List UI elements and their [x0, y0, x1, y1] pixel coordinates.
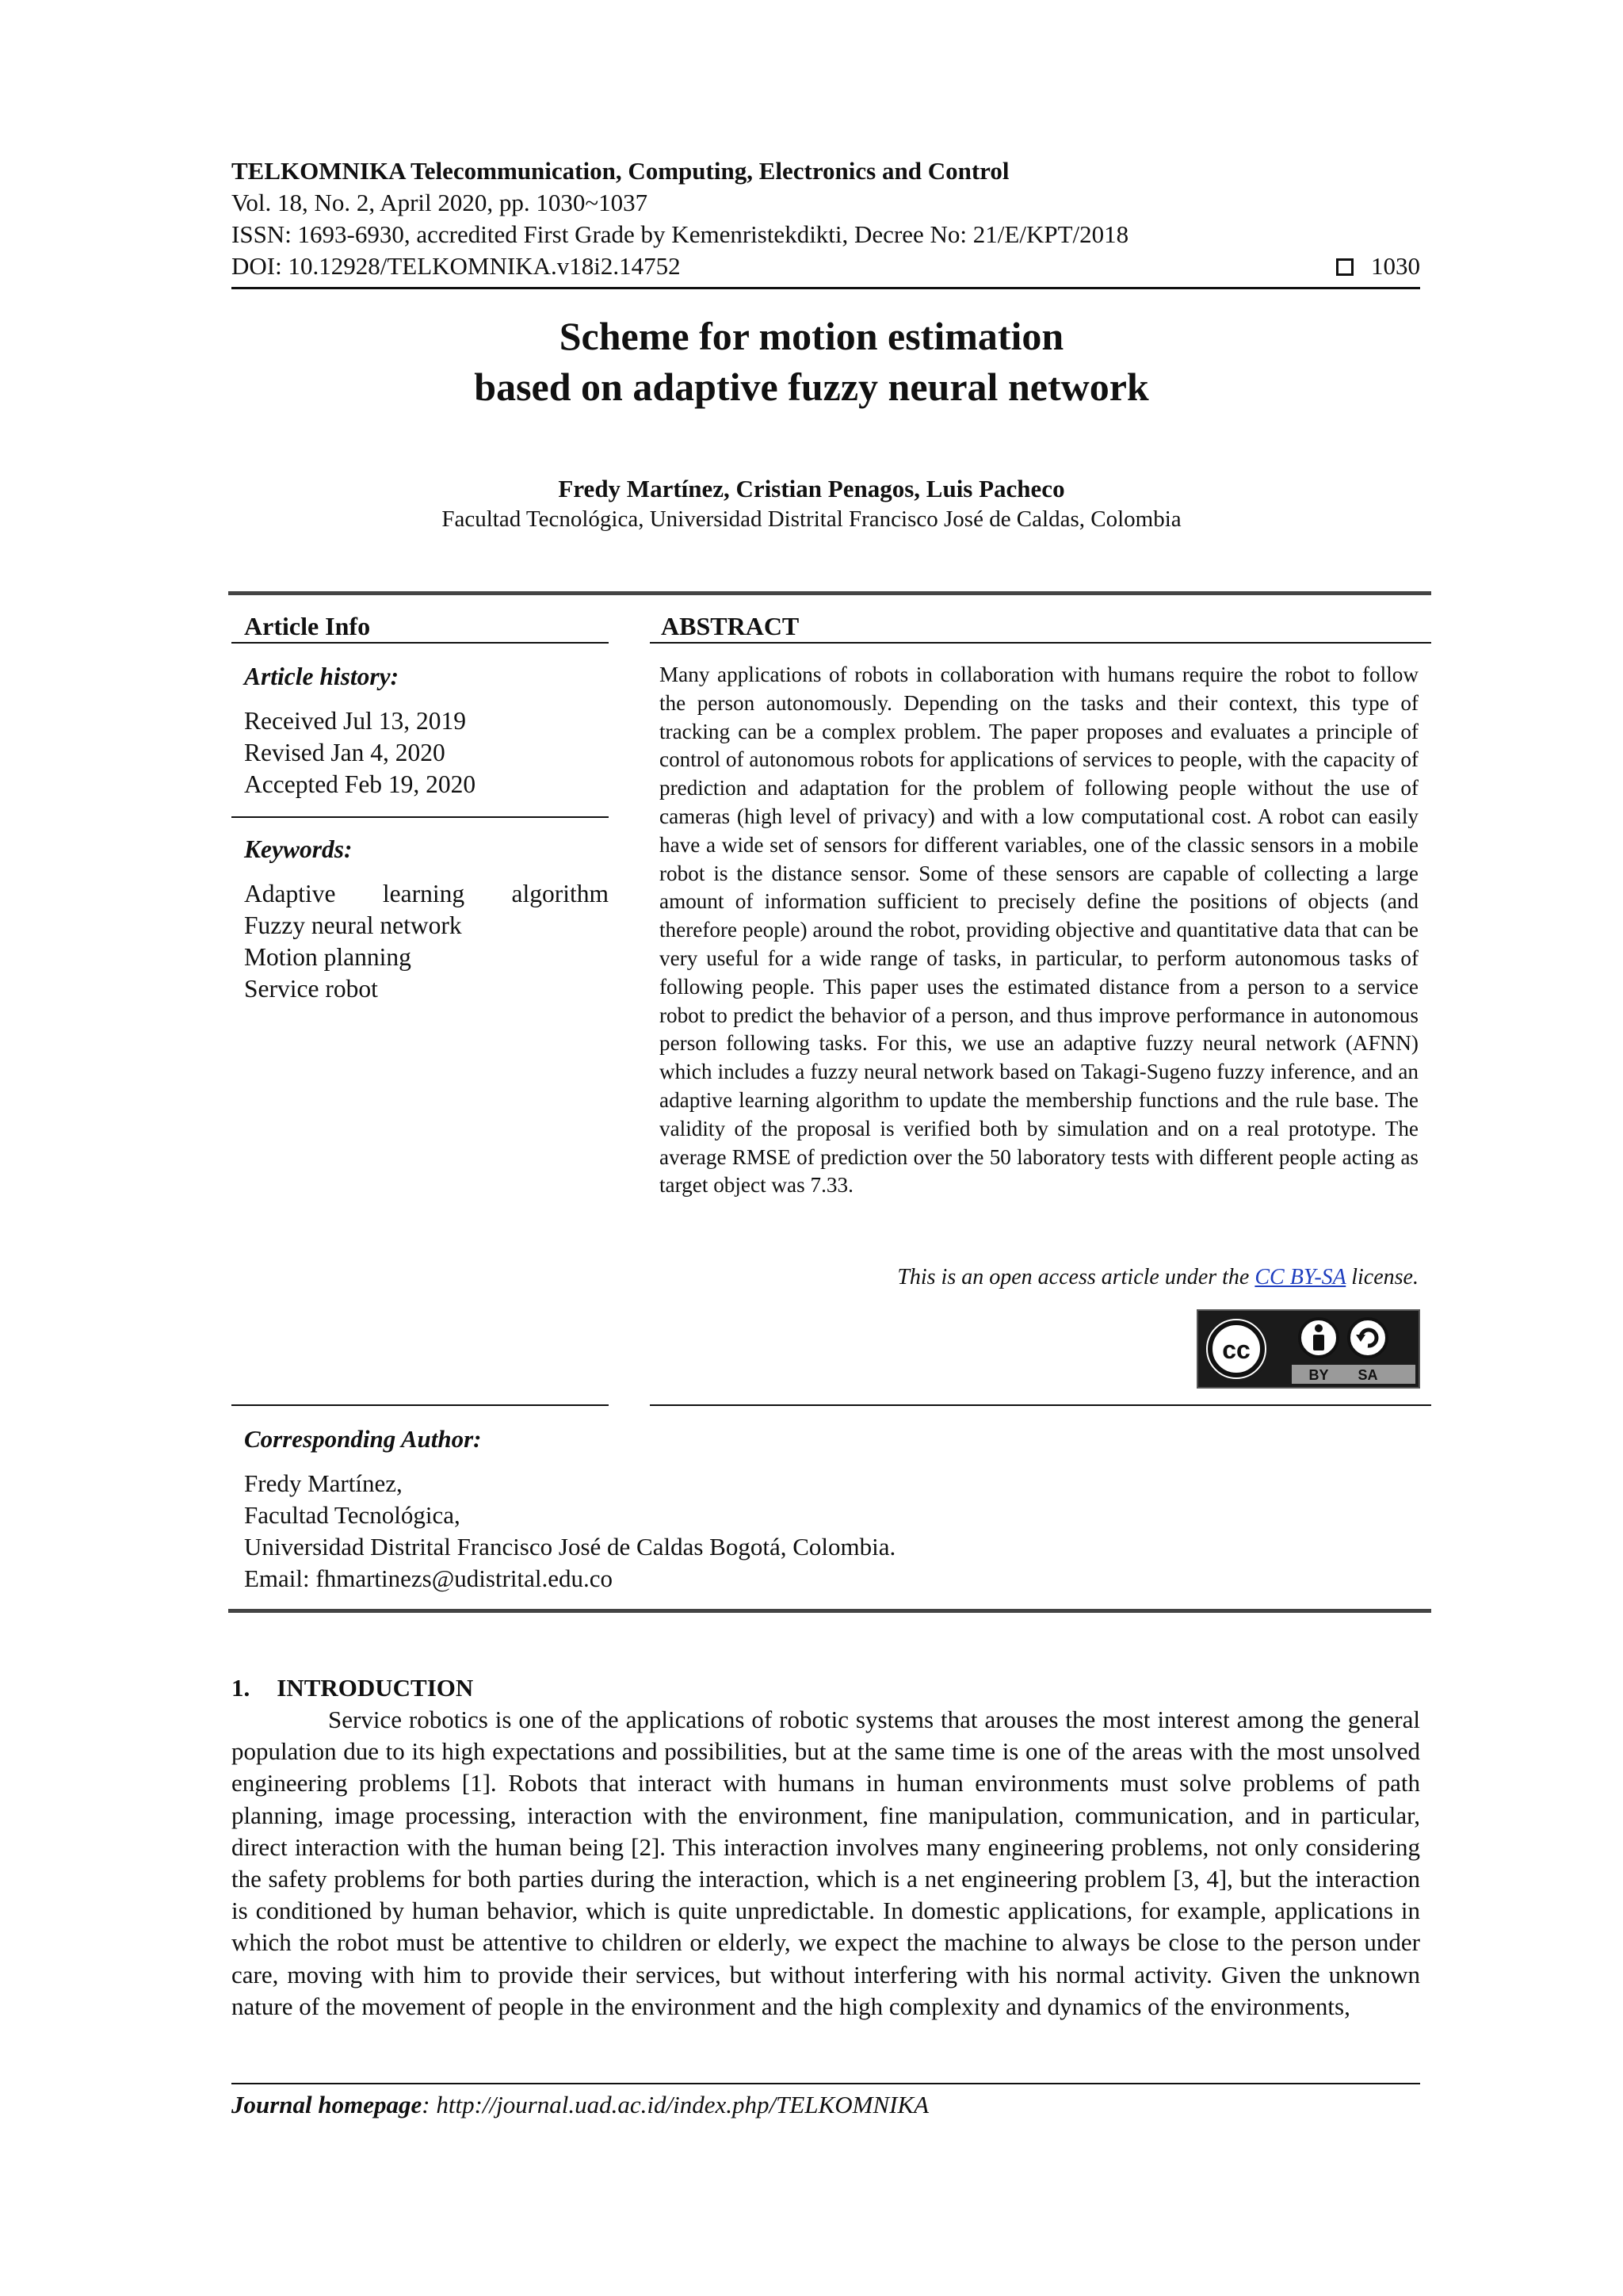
page-number: 1030	[1371, 252, 1420, 280]
intro-paragraph: Service robotics is one of the applications of robotic systems that arouses the most interest among the general population due to its high expectations and possibilities, but at the same time is one of the areas with the most unsolved engineering problems [1]. Robots that interact with humans in human environments must solve problems of path planning, image processing, interaction with the environment, fine manipulation, communication, and in particular, direct interaction with the human being [2]. This interaction involves many engineering problems, not only considering the safety problems for both parties during the interaction, which is a net engineering problem [3, 4], but the interaction is conditioned by human behavior, which is quite unpredictable. In domestic applications, for example, applications in which the robot must be attentive to children or elderly, we expect the machine to always be close to the person under care, moving with him to provide their services, but without interfering with his normal activity. Given the unknown nature of the movement of people in the environment and the high complexity and dynamics of the environments,	[231, 1706, 1420, 2020]
keyword-1: Adaptive learning algorithm	[244, 880, 609, 907]
footer-rule	[231, 2083, 1420, 2084]
doi-info: DOI: 10.12928/TELKOMNIKA.v18i2.14752	[231, 252, 681, 280]
cc-by-sa-link[interactable]: CC BY-SA	[1254, 1265, 1346, 1289]
author-affiliation: Facultad Tecnológica, Universidad Distrital Francisco José de Caldas, Colombia	[441, 506, 1182, 532]
corresponding-heading: Corresponding Author:	[244, 1425, 482, 1453]
corresponding-university: Universidad Distrital Francisco José de Caldas Bogotá, Colombia.	[244, 1533, 896, 1561]
license-note	[659, 1263, 1419, 1292]
by-label: BY	[1308, 1367, 1329, 1383]
article-info-heading: Article Info	[244, 612, 371, 640]
page-number-block	[1316, 250, 1420, 282]
homepage-url[interactable]: : http://journal.uad.ac.id/index.php/TELKOMNIKA	[422, 2091, 930, 2118]
cc-badge-graphic	[1198, 1311, 1419, 1387]
paper-title-line2: based on adaptive fuzzy neural network	[474, 365, 1149, 409]
article-history-label: Article history:	[244, 663, 399, 690]
sa-label: SA	[1358, 1367, 1378, 1383]
received-date: Received Jul 13, 2019	[244, 707, 466, 735]
keywords-bottom-rule	[231, 1404, 609, 1406]
issn-info: ISSN: 1693-6930, accredited First Grade by Kemenristekdikti, Decree No: 21/E/KPT/2018	[231, 220, 1129, 248]
abstract-text: Many applications of robots in collaboration with humans require the robot to follow the person autonomously. Depending on the tasks and their context, this type of tracking can be a complex problem. The paper proposes and evaluates a principle of control of autonomous robots for applications of services to people, with the capacity of prediction and adaptation for the problem of following people without the use of cameras (high level of privacy) and with a low computational cost. A robot can easily have a wide set of sensors for different variables, one of the classic sensors in a mobile robot is the distance sensor. Some of these sensors are capable of collecting a large amount of information sufficient to precisely define the positions of objects (and therefore people) around the robot, providing objective and quantitative data that can be very useful for a wide range of tasks, in particular, to perform autonomous tasks of following people. This paper uses the estimated distance from a person to a service robot to predict the behavior of a person, and thus improve performance in autonomous person following tasks. For this, we use an adaptive fuzzy neural network (AFNN) which includes a fuzzy neural network based on Takagi-Sugeno fuzzy inference, and an adaptive learning algorithm to update the membership functions and the rule base. The validity of the proposal is verified both by simulation and on a real prototype. The average RMSE of prediction over the 50 laboratory tests with different people acting as target object was 7.33.	[659, 663, 1419, 1198]
abstract-bottom-rule	[650, 1404, 1431, 1406]
info-box-top-rule	[228, 591, 1431, 595]
abstract-heading: ABSTRACT	[661, 612, 800, 640]
homepage-label: Journal homepage	[231, 2091, 422, 2118]
history-rule	[231, 816, 609, 818]
journal-homepage	[231, 2089, 929, 2121]
corresponding-name: Fredy Martínez,	[244, 1469, 403, 1497]
header-rule	[231, 287, 1420, 289]
volume-info: Vol. 18, No. 2, April 2020, pp. 1030~1037	[231, 189, 648, 216]
info-box-bottom-rule	[228, 1609, 1431, 1613]
cc-letters: cc	[1222, 1335, 1251, 1364]
keyword-3: Motion planning	[244, 943, 411, 971]
license-suffix: license.	[1346, 1265, 1419, 1289]
square-bullet-icon	[1336, 258, 1354, 276]
journal-title: TELKOMNIKA Telecommunication, Computing, Electronics and Control	[231, 157, 1010, 185]
keywords-label: Keywords:	[244, 835, 353, 863]
revised-date: Revised Jan 4, 2020	[244, 739, 445, 766]
license-prefix: This is an open access article under the	[897, 1265, 1255, 1289]
abstract-rule	[650, 642, 1431, 644]
paper-title-line1: Scheme for motion estimation	[559, 314, 1064, 358]
keyword-2: Fuzzy neural network	[244, 911, 462, 939]
author-names: Fredy Martínez, Cristian Penagos, Luis Pacheco	[558, 475, 1065, 502]
corresponding-email[interactable]: Email: fhmartinezs@udistrital.edu.co	[244, 1564, 613, 1592]
accepted-date: Accepted Feb 19, 2020	[244, 770, 476, 798]
creative-commons-icon[interactable]	[1197, 1309, 1420, 1389]
intro-heading	[231, 1672, 473, 1704]
intro-number: 1.	[231, 1674, 250, 1702]
intro-title: INTRODUCTION	[277, 1674, 474, 1702]
article-info-rule	[231, 642, 609, 644]
corresponding-faculty: Facultad Tecnológica,	[244, 1501, 460, 1529]
keyword-4: Service robot	[244, 975, 378, 1003]
